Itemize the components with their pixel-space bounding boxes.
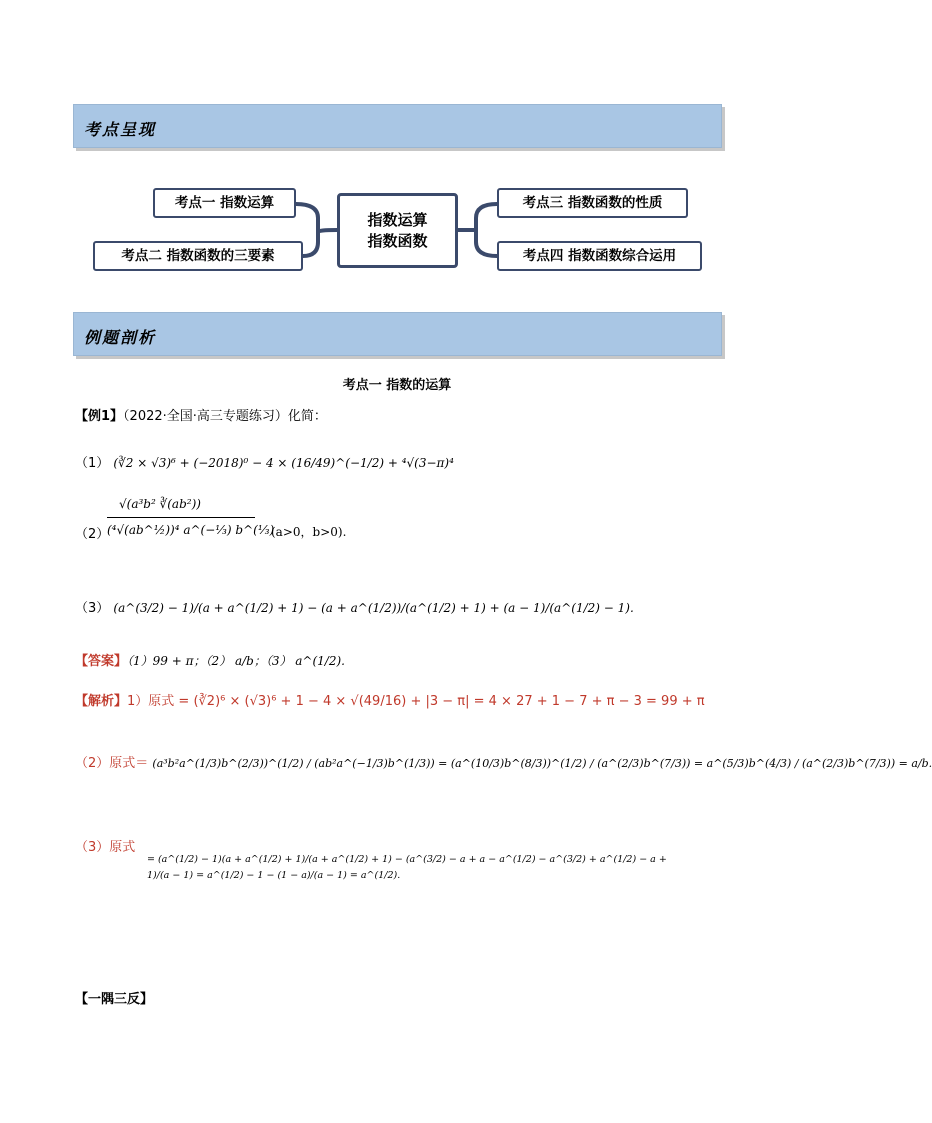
section-title: 考点呈现 xyxy=(84,120,157,139)
question-3: （3） (a^(3/2) − 1)/(a + a^(1/2) + 1) − (a + a^(1/2))/(a^(1/2) + 1) + (a − 1)/(a^(1/2) − 1). xyxy=(75,601,634,616)
practice-heading: 【一隅三反】 xyxy=(75,992,154,1007)
answer-line: 【答案】（1）99 + π；（2） a/b；（3） a^(1/2). xyxy=(75,654,345,669)
analysis-step-1: 【解析】1）原式 = (∛2)⁶ × (√3)⁶ + 1 − 4 × √(49/16) + |3 − π| = 4 × 27 + 1 − 7 + π − 3 = 99 + π xyxy=(75,694,705,709)
analysis-step-3: （3）原式 = (a^(1/2) − 1)(a + a^(1/2) + 1)/(a + a^(1/2) + 1) − (a^(3/2) − a + a − a^(1/2) − a^(3/2) + a^(1/2) − a + 1)/(a − 1) = a^(1/2) − 1 − (1 − a)/(a − 1) = a^(1/2). xyxy=(75,840,667,881)
mindmap-node-kaodian-4: 考点四 指数函数综合运用 xyxy=(497,241,702,271)
question-1: （1） (∛2 × √3)⁶ + (−2018)⁰ − 4 × (16/49)^(−1/2) + ⁴√(3−π)⁴ xyxy=(75,456,454,471)
topic-heading: 考点一 指数的运算 xyxy=(342,378,452,393)
analysis-step-2: （2）原式＝ (a³b²a^(1/3)b^(2/3))^(1/2) / (ab²a^(−1/3)b^(1/3)) = (a^(10/3)b^(8/3))^(1/2) / (a^(2/3)b^(7/3)) = a^(5/3)b^(4/3) / (a^(2/3)b^(7/3)) = a/b. xyxy=(75,756,932,771)
section-banner-liti xyxy=(73,312,722,356)
mindmap-node-kaodian-2: 考点二 指数函数的三要素 xyxy=(93,241,303,271)
q2-denominator: (⁴√(ab^½))⁴ a^(−⅓) b^(⅓) xyxy=(107,523,275,537)
q2-numerator: √(a³b² ∛(ab²)) xyxy=(119,497,201,511)
mindmap-node-kaodian-3: 考点三 指数函数的性质 xyxy=(497,188,688,218)
section-banner-kaodian xyxy=(73,104,722,148)
example-header: 【例1】（2022·全国·高三专题练习）化简： xyxy=(75,409,327,424)
section-title: 例题剖析 xyxy=(84,328,157,347)
mindmap-node-kaodian-1: 考点一 指数运算 xyxy=(153,188,296,218)
mindmap-center-node: 指数运算 指数函数 xyxy=(337,193,458,268)
q2-fraction-bar xyxy=(107,517,255,518)
